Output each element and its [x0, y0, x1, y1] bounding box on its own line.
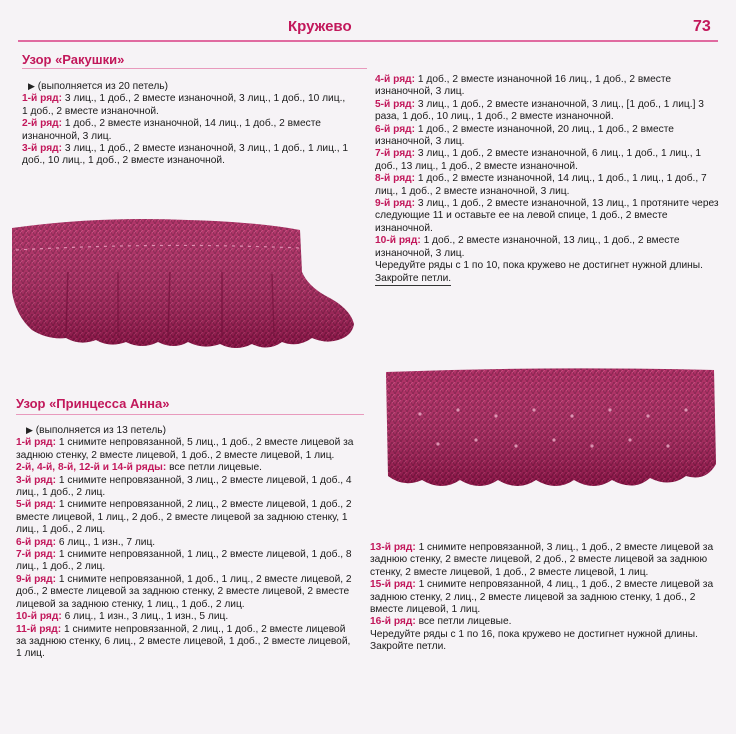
princess-anna-lace-swatch-image	[380, 364, 720, 500]
triangle-marker-icon: ▶	[28, 81, 35, 91]
anna-instructions-right	[370, 542, 720, 654]
row-label: 2-й, 4-й, 8-й, 12-й и 14-й ряды:	[16, 462, 167, 474]
row-label: 9-й ряд:	[16, 573, 57, 585]
row-label: 5-й ряд:	[375, 98, 416, 110]
row-text: 1 снимите непровязанной, 3 лиц., 2 вместе лицевой, 1 доб., 4 лиц., 1 доб., 2 лиц.	[16, 474, 352, 499]
row-label: 15-й ряд:	[370, 579, 416, 591]
anna-row	[16, 475, 356, 500]
anna-row	[16, 462, 356, 474]
row-label: 6-й ряд:	[16, 536, 57, 548]
page-header	[0, 12, 736, 42]
shell-lace-swatch-image	[8, 212, 360, 354]
header-rule	[18, 40, 718, 42]
row-text: 1 доб., 2 вместе изнаночной, 20 лиц., 1 доб., 2 вместе изнаночной, 3 лиц.	[375, 123, 674, 148]
anna-row	[16, 611, 356, 623]
triangle-marker-icon: ▶	[26, 425, 33, 435]
row-label: 5-й ряд:	[16, 499, 57, 511]
anna-row	[16, 537, 356, 549]
anna-title-rule	[16, 414, 364, 415]
shell-instructions-right	[375, 74, 720, 285]
row-label: 13-й ряд:	[370, 542, 416, 553]
shell-row	[22, 118, 352, 143]
shell-note-line	[28, 80, 352, 93]
shell-row	[375, 198, 720, 235]
shell-close: Закройте петли.	[375, 272, 452, 284]
shell-note: (выполняется из 20 петель)	[37, 81, 168, 92]
row-label: 3-й ряд:	[22, 143, 63, 155]
row-text: 3 лиц., 1 доб., 2 вместе изнаночной, 3 лиц., [1 доб., 1 лиц.] 3 раза, 1 доб., 10 лиц., 1 доб., 2 вместе изнаночной.	[375, 98, 704, 123]
shell-row	[375, 74, 720, 99]
anna-row	[16, 499, 356, 536]
row-text: 1 доб., 2 вместе изнаночной, 13 лиц., 1 доб., 2 вместе изнаночной, 3 лиц.	[375, 235, 680, 259]
row-text: 3 лиц., 1 доб., 2 вместе изнаночной, 13 лиц., 1 протяните через следующие 11 и оставьте ее на левой спице, 1 доб., 2 вместе изнаночной.	[375, 198, 719, 234]
shell-row	[22, 93, 352, 118]
chapter-title: Кружево	[288, 18, 352, 35]
row-label: 11-й ряд:	[16, 623, 62, 635]
row-text: 1 доб., 2 вместе изнаночной, 14 лиц., 1 доб., 1 лиц., 1 доб., 7 лиц., 1 доб., 2 вместе изнаночной, 3 лиц.	[375, 173, 707, 197]
shell-row	[375, 148, 720, 173]
row-label: 6-й ряд:	[375, 123, 416, 135]
anna-row	[370, 616, 720, 628]
shell-close-line	[375, 273, 720, 285]
anna-row	[16, 549, 356, 574]
shell-repeat: Чередуйте ряды с 1 по 10, пока кружево не достигнет нужной длины.	[375, 260, 703, 272]
row-text: 1 доб., 2 вместе изнаночной, 14 лиц., 1 доб., 2 вместе изнаночной, 3 лиц.	[22, 118, 321, 142]
row-text: 1 снимите непровязанной, 3 лиц., 1 доб., 2 вместе лицевой за заднюю стенку, 2 вместе лицевой, 2 доб., 2 вместе лицевой за заднюю стенку, 2 вместе лицевой, 1 доб., 2 вместе лицевой, 1 лиц.	[370, 542, 714, 578]
anna-instructions-left	[16, 424, 356, 661]
row-label: 7-й ряд:	[375, 148, 416, 160]
row-label: 4-й ряд:	[375, 74, 416, 85]
row-text: 1 снимите непровязанной, 4 лиц., 1 доб., 2 вместе лицевой за заднюю стенку, 2 лиц., 2 вместе лицевой за заднюю стенку, 1 доб., 2 вместе лицевой, 1 лиц.	[370, 579, 714, 616]
anna-pattern-title: Узор «Принцесса Анна»	[16, 396, 170, 411]
anna-close: Закройте петли.	[370, 641, 447, 653]
row-text: 3 лиц., 1 доб., 2 вместе изнаночной, 6 лиц., 1 доб., 1 лиц., 1 доб., 13 лиц., 1 доб., 2 вместе изнаночной.	[375, 148, 702, 172]
anna-row	[16, 574, 356, 611]
row-text: 1 снимите непровязанной, 1 лиц., 2 вместе лицевой, 1 доб., 8 лиц., 1 доб., 2 лиц.	[16, 549, 352, 573]
row-text: 1 снимите непровязанной, 2 лиц., 2 вместе лицевой, 1 доб., 2 вместе лицевой, 1 лиц., 2 доб., 2 вместе лицевой за заднюю стенку, 1 лиц., 1 доб., 2 лиц.	[16, 499, 352, 536]
anna-repeat: Чередуйте ряды с 1 по 16, пока кружево не достигнет нужной длины.	[370, 628, 698, 640]
shell-pattern-title: Узор «Ракушки»	[22, 52, 125, 67]
row-label: 2-й ряд:	[22, 118, 63, 130]
row-label: 3-й ряд:	[16, 474, 57, 486]
row-text: 1 снимите непровязанной, 2 лиц., 1 доб., 2 вместе лицевой за заднюю стенку, 6 лиц., 2 вместе лицевой, 1 доб., 2 вместе лицевой, 1 лиц.	[16, 623, 351, 660]
row-label: 8-й ряд:	[375, 173, 416, 185]
row-text: 3 лиц., 1 доб., 2 вместе изнаночной, 3 лиц., 1 доб., 1 лиц., 1 доб., 10 лиц., 1 доб., 2 вместе изнаночной.	[22, 143, 349, 167]
shell-row	[22, 143, 352, 168]
anna-note: (выполняется из 13 петель)	[35, 425, 166, 436]
row-label: 1-й ряд:	[22, 93, 63, 105]
shell-row	[375, 124, 720, 149]
anna-note-line	[26, 424, 356, 437]
row-text: 6 лиц., 1 изн., 3 лиц., 1 изн., 5 лиц.	[64, 611, 229, 623]
row-label: 1-й ряд:	[16, 437, 57, 449]
row-text: 1 снимите непровязанной, 5 лиц., 1 доб., 2 вместе лицевой за заднюю стенку, 2 вместе лицевой, 1 доб., 2 вместе лицевой, 1 лиц.	[16, 437, 354, 461]
page-number: 73	[693, 18, 711, 35]
row-text: 1 снимите непровязанной, 1 доб., 1 лиц., 2 вместе лицевой, 2 доб., 2 вместе лицевой за заднюю стенку, 2 вместе лицевой, 2 вместе лицевой за заднюю стенку, 1 лиц., 1 доб., 2 лиц.	[16, 573, 352, 610]
shell-row	[375, 173, 720, 198]
row-label: 7-й ряд:	[16, 549, 57, 561]
row-text: все петли лицевые.	[418, 616, 512, 628]
shell-title-rule	[22, 68, 367, 69]
row-label: 10-й ряд:	[16, 611, 62, 623]
row-text: 1 доб., 2 вместе изнаночной 16 лиц., 1 доб., 2 вместе изнаночной, 3 лиц.	[375, 74, 672, 98]
row-text: 6 лиц., 1 изн., 7 лиц.	[58, 536, 156, 548]
shell-row	[375, 235, 720, 260]
shell-row	[375, 99, 720, 124]
row-label: 16-й ряд:	[370, 616, 416, 628]
row-text: 3 лиц., 1 доб., 2 вместе изнаночной, 3 лиц., 1 доб., 10 лиц., 1 доб., 2 вместе изнаночной.	[22, 93, 346, 117]
shell-instructions-left	[22, 80, 352, 168]
anna-row	[16, 624, 356, 661]
row-label: 10-й ряд:	[375, 235, 421, 247]
row-label: 9-й ряд:	[375, 198, 416, 210]
anna-row	[16, 437, 356, 462]
anna-row	[370, 542, 720, 579]
row-text: все петли лицевые.	[169, 462, 262, 474]
anna-row	[370, 579, 720, 616]
